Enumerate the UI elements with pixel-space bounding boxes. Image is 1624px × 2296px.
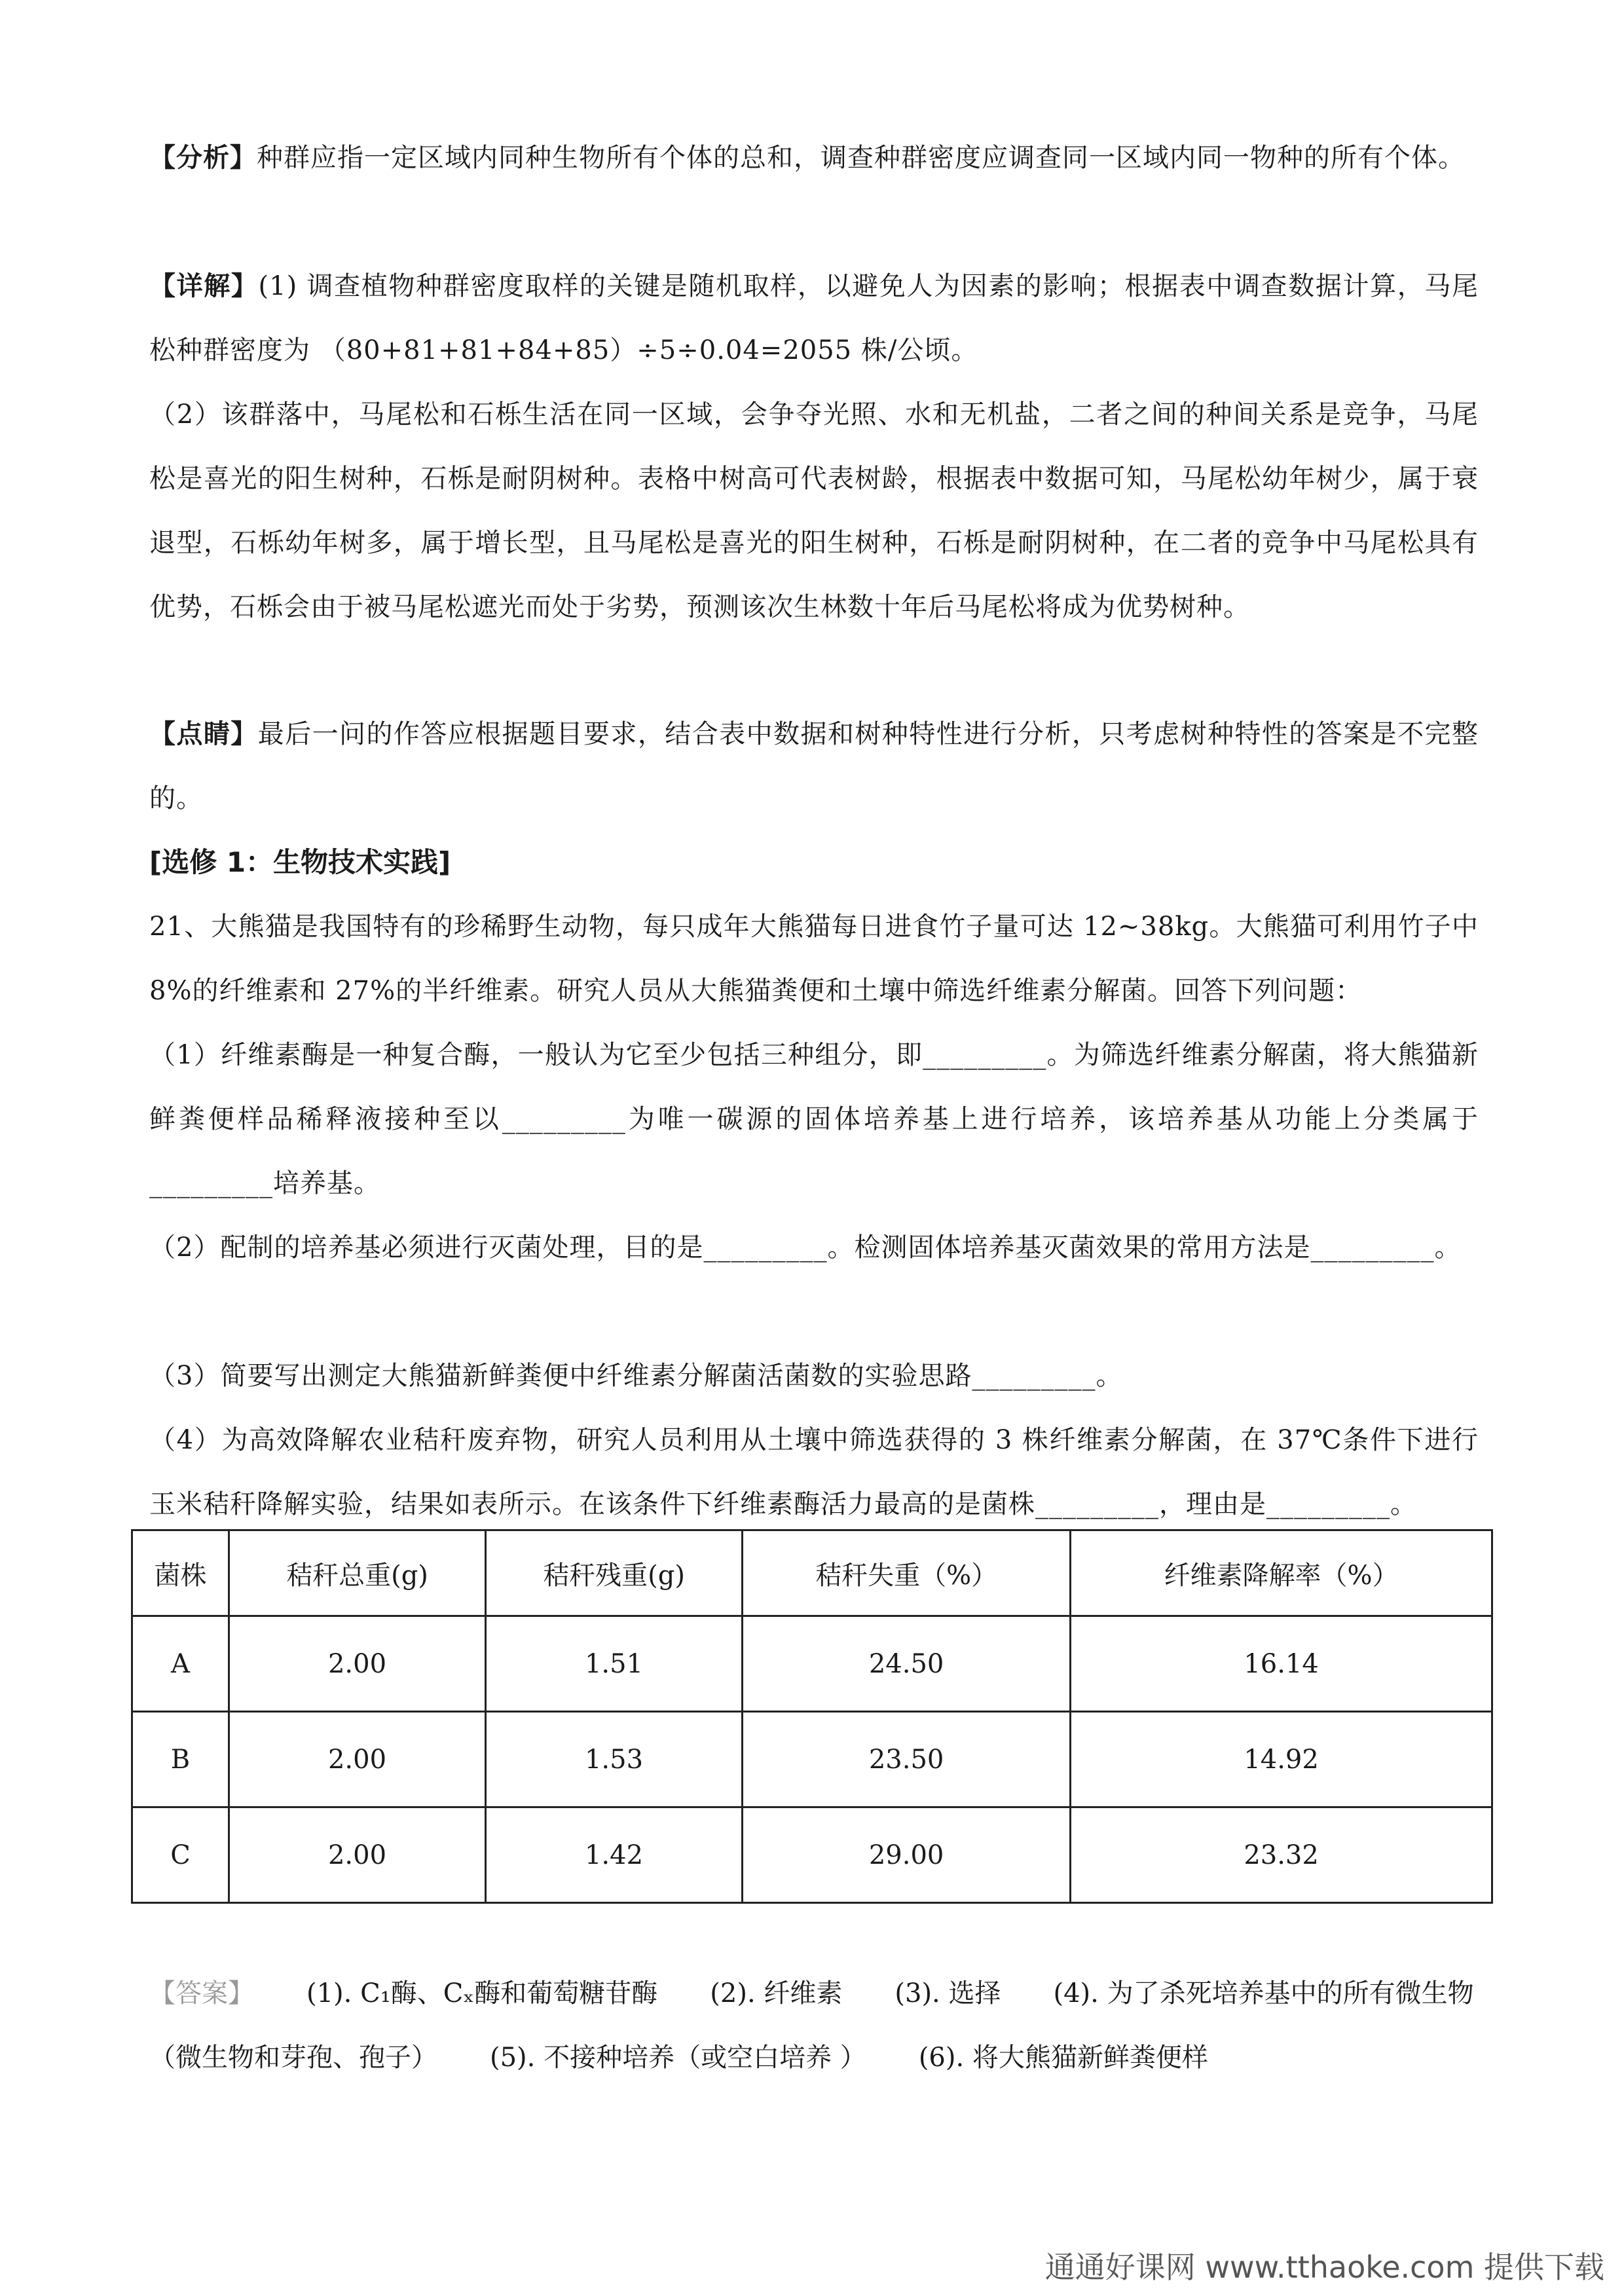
answer-item: (4). 为了杀死培养基中的所有微生物（微生物和芽孢、孢子） xyxy=(149,1978,1474,2073)
analysis-text: 种群应指一定区域内同种生物所有个体的总和，调查种群密度应调查同一区域内同一物种的所有个体。 xyxy=(257,143,1465,173)
table-cell: B xyxy=(132,1712,229,1807)
answer-tag: 【答案】 xyxy=(149,1978,254,2009)
table-cell: 2.00 xyxy=(229,1807,486,1903)
explanation-tag: 【详解】 xyxy=(149,270,259,301)
question-part-3: （3）简要写出测定大熊猫新鲜粪便中纤维素分解菌活菌数的实验思路_________。 xyxy=(149,1361,1123,1391)
answer-item: (5). 不接种培养（或空白培养 ） xyxy=(490,2043,866,2073)
table-cell: 1.53 xyxy=(486,1712,743,1807)
table-header-cell: 秸秆残重(g) xyxy=(486,1530,743,1616)
table-header-cell: 菌株 xyxy=(132,1530,229,1616)
table-header-cell: 纤维素降解率（%） xyxy=(1071,1530,1492,1616)
comment-paragraph xyxy=(149,702,1479,830)
table-cell: 23.50 xyxy=(743,1712,1071,1807)
results-table xyxy=(131,1529,1493,1904)
answer-item: (1). C₁酶、Cₓ酶和葡萄糖苷酶 xyxy=(306,1978,658,2009)
table-cell: 2.00 xyxy=(229,1616,486,1712)
table-header-cell: 秸秆总重(g) xyxy=(229,1530,486,1616)
question-part-4: （4）为高效降解农业秸秆废弃物，研究人员利用从土壤中筛选获得的 3 株纤维素分解菌，在 37℃条件下进行玉米秸秆降解实验，结果如表所示。在该条件下纤维素酶活力最高的是菌株_________，理由是_________。 xyxy=(149,1425,1479,1519)
section-title: [选修 1：生物技术实践] xyxy=(149,846,451,878)
explanation-text-1: (1) 调查植物种群密度取样的关键是随机取样，以避免人为因素的影响；根据表中调查数据计算，马尾松种群密度为 （80+81+81+84+85）÷5÷0.04=2055 株/公顷。 xyxy=(149,271,1479,365)
table-header-cell: 秸秆失重（%） xyxy=(743,1530,1071,1616)
question-part-2: （2）配制的培养基必须进行灭菌处理，目的是_________。检测固体培养基灭菌效果的常用方法是_________。 xyxy=(149,1232,1462,1263)
table-cell: 24.50 xyxy=(743,1616,1071,1712)
table-header-row xyxy=(132,1530,1492,1616)
table-cell: 14.92 xyxy=(1071,1712,1492,1807)
answer-item: (3). 选择 xyxy=(895,1978,1001,2009)
table-cell: C xyxy=(132,1807,229,1903)
explanation-paragraph-1 xyxy=(149,254,1479,382)
table-row xyxy=(132,1807,1492,1903)
footer-source-text: 通通好课网 www.tthaoke.com 提供下载 xyxy=(1044,2250,1604,2285)
table-cell: 16.14 xyxy=(1071,1616,1492,1712)
comment-tag: 【点睛】 xyxy=(149,718,258,749)
table-cell: 1.51 xyxy=(486,1616,743,1712)
table-cell: 29.00 xyxy=(743,1807,1071,1903)
table-row xyxy=(132,1712,1492,1807)
comment-text: 最后一问的作答应根据题目要求，结合表中数据和树种特性进行分析，只考虑树种特性的答案是不完整的。 xyxy=(149,719,1479,813)
answer-paragraph xyxy=(149,1961,1479,2090)
question-stem: 21、大熊猫是我国特有的珍稀野生动物，每只成年大熊猫每日进食竹子量可达 12~38kg。大熊猫可利用竹子中 8%的纤维素和 27%的半纤维素。研究人员从大熊猫粪便和土壤中筛选纤维素分解菌。回答下列问题： xyxy=(149,912,1479,1006)
explanation-paragraph-2: （2）该群落中，马尾松和石栎生活在同一区域，会争夺光照、水和无机盐，二者之间的种间关系是竞争，马尾松是喜光的阳生树种，石栎是耐阴树种。表格中树高可代表树龄，根据表中数据可知，马尾松幼年树少，属于衰退型，石栎幼年树多，属于增长型，且马尾松是喜光的阳生树种，石栎是耐阴树种，在二者的竞争中马尾松具有优势，石栎会由于被马尾松遮光而处于劣势，预测该次生林数十年后马尾松将成为优势树种。 xyxy=(149,399,1479,622)
table-cell: 2.00 xyxy=(229,1712,486,1807)
table-row xyxy=(132,1616,1492,1712)
question-part-1: （1）纤维素酶是一种复合酶，一般认为它至少包括三种组分，即_________。为筛选纤维素分解菌，将大熊猫新鲜粪便样品稀释液接种至以_________为唯一碳源的固体培养基上进行培养，该培养基从功能上分类属于_________培养基。 xyxy=(149,1040,1479,1198)
answer-item: (2). 纤维素 xyxy=(710,1978,843,2009)
table-cell: 23.32 xyxy=(1071,1807,1492,1903)
analysis-tag: 【分析】 xyxy=(149,142,257,173)
table-cell: A xyxy=(132,1616,229,1712)
table-cell: 1.42 xyxy=(486,1807,743,1903)
answer-item: (6). 将大熊猫新鲜粪便样 xyxy=(918,2043,1208,2073)
analysis-paragraph xyxy=(149,126,1479,190)
